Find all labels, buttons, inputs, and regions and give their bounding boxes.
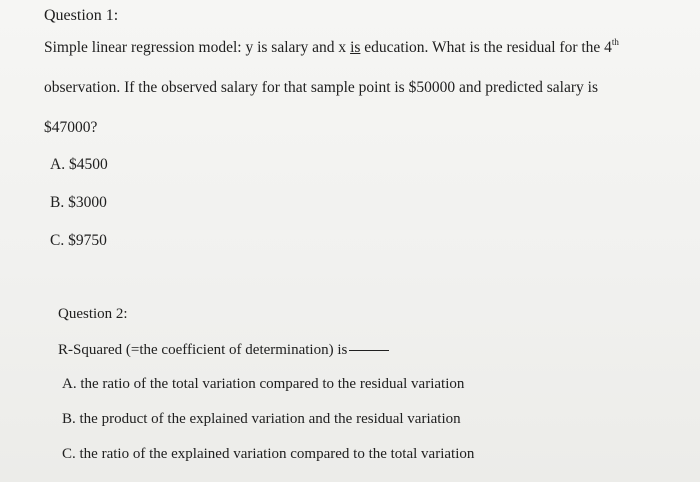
ordinal-superscript: th (611, 36, 619, 47)
question-2-option-b[interactable]: B. the product of the explained variation and the residual variation (62, 411, 461, 427)
question-1-option-a[interactable]: A. $4500 (50, 156, 108, 173)
answer-blank (349, 350, 389, 351)
question-2-stem (58, 340, 389, 360)
question-1-stem-line-1 (44, 38, 619, 58)
question-1-stem-line-2: observation. If the observed salary for that sample point is $50000 and predicted salary is (44, 79, 598, 96)
question-2-stem-text: R-Squared (=the coefficient of determination) is (58, 342, 348, 358)
underlined-is: is (350, 39, 361, 56)
question-2-option-a[interactable]: A. the ratio of the total variation compared to the residual variation (62, 376, 465, 392)
question-2-title: Question 2: (58, 306, 128, 322)
question-1-option-c[interactable]: C. $9750 (50, 232, 107, 249)
question-1-stem-text: Simple linear regression model: y is salary and x (44, 39, 351, 56)
question-1-stem-line-3: $47000? (44, 119, 98, 136)
question-2-option-c[interactable]: C. the ratio of the explained variation compared to the total variation (62, 446, 475, 462)
question-1-stem-text-cont: education. What is the residual for the 4 (360, 39, 612, 56)
question-1-title: Question 1: (44, 7, 119, 24)
question-1-option-b[interactable]: B. $3000 (50, 194, 107, 211)
